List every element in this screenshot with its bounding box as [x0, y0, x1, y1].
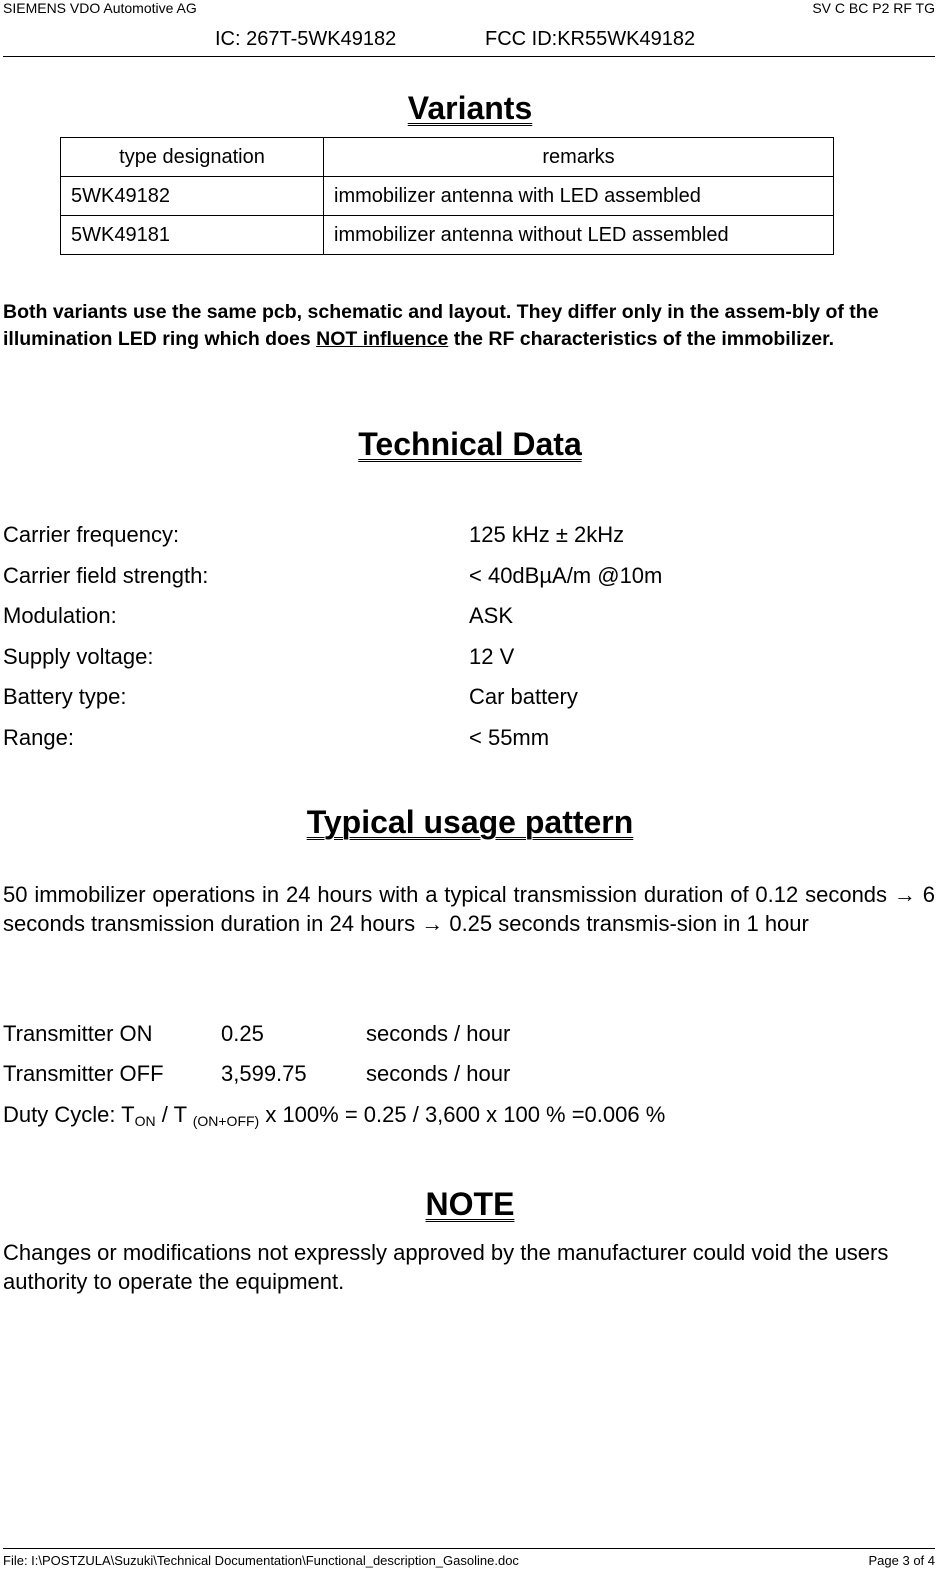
tech-value: ASK	[469, 603, 514, 628]
technical-data-title: Technical Data	[358, 426, 582, 462]
duty-cycle-sub-total: (ON+OFF)	[192, 1113, 260, 1129]
tech-value: < 40dBµA/m @10m	[469, 563, 663, 588]
usage-title: Typical usage pattern	[306, 804, 634, 840]
tech-row	[3, 521, 935, 549]
fcc-id: FCC ID:KR55WK49182	[485, 28, 696, 50]
table-row	[61, 216, 834, 255]
tech-row	[3, 683, 935, 711]
tech-row	[3, 602, 935, 630]
note-title: NOTE	[425, 1186, 515, 1222]
variants-note-text-end: the RF characteristics of the immobilizer.	[448, 328, 835, 350]
table-row	[61, 177, 834, 216]
transmitter-off-row	[3, 1060, 935, 1088]
transmitter-on-row	[3, 1020, 935, 1048]
variants-table	[60, 137, 834, 255]
tech-row	[3, 643, 935, 671]
variants-title: Variants	[407, 90, 533, 126]
company-name: SIEMENS VDO Automotive AG	[3, 0, 197, 16]
tech-value: 12 V	[469, 644, 515, 669]
table-cell: immobilizer antenna with LED assembled	[324, 177, 834, 216]
tech-label: Supply voltage:	[3, 644, 154, 669]
footer-page-number: Page 3 of 4	[868, 1553, 935, 1568]
footer-divider	[3, 1548, 935, 1549]
tech-label: Range:	[3, 725, 74, 750]
tech-label: Carrier frequency:	[3, 522, 180, 547]
tech-label: Battery type:	[3, 684, 127, 709]
tech-row	[3, 562, 935, 590]
table-cell: immobilizer antenna without LED assembled	[324, 216, 834, 255]
variants-note-emphasis: NOT influence	[316, 328, 449, 350]
footer-file-path: File: I:\POSTZULA\Suzuki\Technical Documentation\Functional_description_Gasoline.doc	[3, 1553, 519, 1568]
table-cell: 5WK49181	[61, 216, 324, 255]
variants-note	[3, 299, 935, 353]
duty-cycle-mid: / T	[155, 1102, 193, 1127]
tech-label: Carrier field strength:	[3, 563, 209, 588]
duty-cycle-prefix: Duty Cycle: T	[3, 1102, 135, 1127]
table-header-row	[61, 138, 834, 177]
transmitter-off-label: Transmitter OFF	[3, 1061, 164, 1086]
tech-value: < 55mm	[469, 725, 550, 750]
usage-description: 50 immobilizer operations in 24 hours with a typical transmission duration of 0.12 seconds → 6 seconds transmission duration in 24 hours → 0.25 seconds transmis-sion in 1 hour	[3, 882, 935, 936]
tech-value: Car battery	[469, 684, 578, 709]
transmitter-on-label: Transmitter ON	[3, 1021, 153, 1046]
duty-cycle-row	[3, 1101, 935, 1129]
tech-row	[3, 724, 935, 752]
duty-cycle-sub-on: ON	[134, 1113, 156, 1129]
tech-label: Modulation:	[3, 603, 117, 628]
ic-id: IC: 267T-5WK49182	[215, 28, 397, 50]
header-divider	[3, 56, 935, 57]
column-header-remarks: remarks	[324, 138, 834, 177]
duty-cycle-result: x 100% = 0.25 / 3,600 x 100 % =0.006 %	[259, 1102, 666, 1127]
transmitter-on-value: 0.25	[221, 1021, 264, 1046]
transmitter-on-unit: seconds / hour	[366, 1021, 511, 1046]
department-code: SV C BC P2 RF TG	[812, 0, 935, 16]
tech-value: 125 kHz ± 2kHz	[469, 522, 625, 547]
table-cell: 5WK49182	[61, 177, 324, 216]
note-text: Changes or modifications not expressly approved by the manufacturer could void the users authority to operate the equipment.	[3, 1240, 889, 1294]
transmitter-off-value: 3,599.75	[221, 1061, 307, 1086]
transmitter-off-unit: seconds / hour	[366, 1061, 511, 1086]
variants-note-text: Both variants use the same pcb, schematic and layout. They differ only in the assem-bly of the illumination LED ring which does	[3, 301, 879, 350]
column-header-type: type designation	[61, 138, 324, 177]
